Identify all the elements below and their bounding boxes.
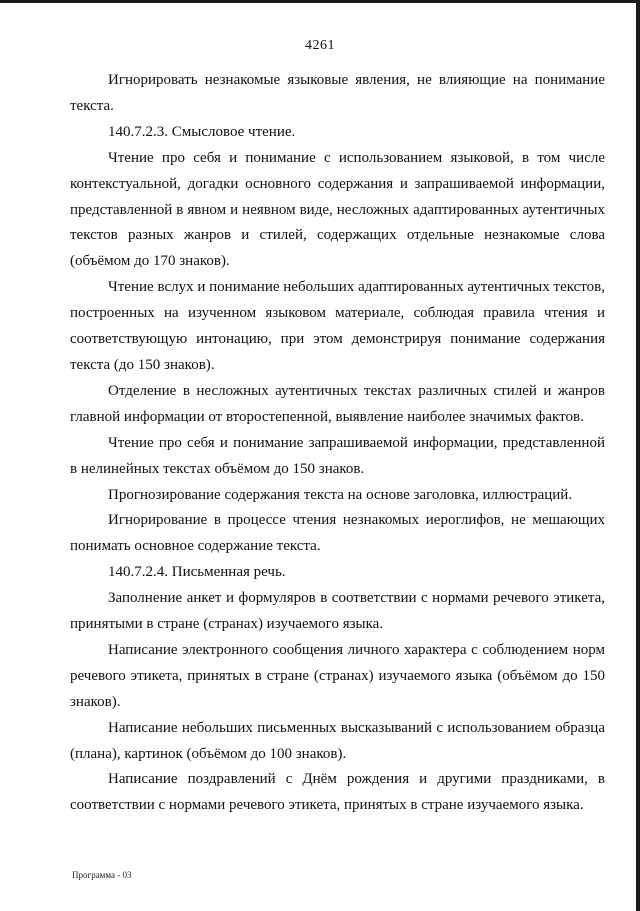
section-heading-reading: 140.7.2.3. Смысловое чтение. [108, 123, 296, 140]
paragraph-forms: Заполнение анкет и формуляров в соответствии с нормами речевого этикета, принятыми в стране (странах) изучаемого языка. [70, 590, 605, 633]
paragraph-main-info: Отделение в несложных аутентичных текстах различных стилей и жанров главной информации от второстепенной, выявление наиболее значимых фактов. [70, 382, 605, 425]
section-heading-writing: 140.7.2.4. Письменная речь. [108, 564, 286, 581]
paragraph-nonlinear-texts: Чтение про себя и понимание запрашиваемой информации, представленной в нелинейных текстах объёмом до 150 знаков. [70, 434, 605, 477]
page-number: 4261 [305, 38, 335, 53]
paragraph-reading-aloud: Чтение вслух и понимание небольших адаптированных аутентичных текстов, построенных на изученном языковом материале, соблюдая правила чтения и соответствующую интонацию, при этом демонстрируя понимание содержания текста (до 150 знаков). [70, 279, 605, 373]
body-text [70, 68, 605, 819]
paragraph-short-statements: Написание небольших письменных высказываний с использованием образца (плана), картинок (объёмом до 100 знаков). [70, 719, 605, 762]
paragraph-forecasting: Прогнозирование содержания текста на основе заголовка, иллюстраций. [108, 486, 573, 503]
paragraph-ignore-unknown: Игнорировать незнакомые языковые явления, не влияющие на понимание текста. [70, 72, 605, 114]
scan-edge-top [0, 0, 640, 3]
paragraph-silent-reading: Чтение про себя и понимание с использованием языковой, в том числе контекстуальной, догадки основного содержания и запрашиваемой информации, представленной в явном и неявном виде, несложных адаптированных аутентичных текстов разных жанров и стилей, содержащих отдельные незнакомые слова (объёмом до 170 знаков). [70, 149, 605, 270]
scan-edge-right [636, 0, 640, 911]
footer-program-code: Программа - 03 [72, 870, 132, 880]
paragraph-greetings: Написание поздравлений с Днём рождения и другими праздниками, в соответствии с нормами речевого этикета, принятых в стране изучаемого языка. [70, 771, 605, 814]
paragraph-ignore-hieroglyphs: Игнорирование в процессе чтения незнакомых иероглифов, не мешающих понимать основное содержание текста. [70, 512, 605, 555]
paragraph-email: Написание электронного сообщения личного характера с соблюдением норм речевого этикета, принятых в стране (странах) изучаемого языка (объёмом до 150 знаков). [70, 641, 605, 710]
